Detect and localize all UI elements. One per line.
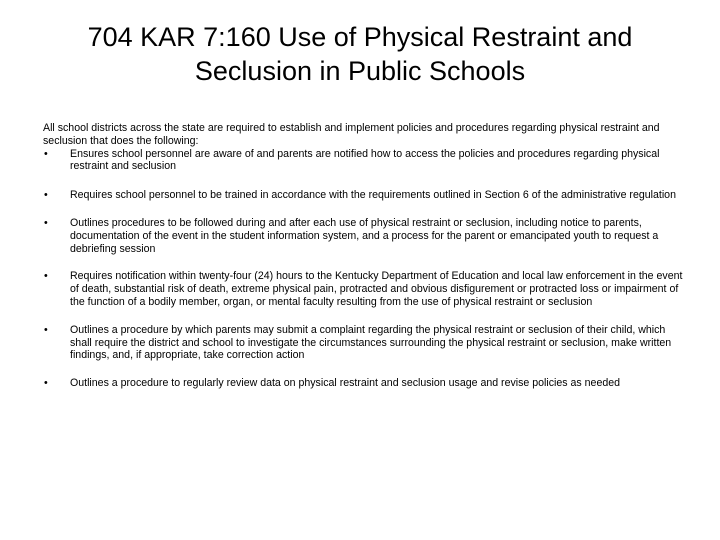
bullet-item bbox=[43, 377, 683, 390]
bullet-text: Ensures school personnel are aware of and parents are notified how to access the policies and procedures regarding physical restraint and seclusion bbox=[70, 147, 660, 173]
bullet-text: Outlines procedures to be followed during and after each use of physical restraint or seclusion, including notice to parents, documentation of the event in the student information system, and a process for the parent or emancipated youth to request a debriefing session bbox=[70, 216, 659, 255]
slide-title-line-1: 704 KAR 7:160 Use of Physical Restraint and bbox=[87, 22, 633, 52]
bullet-item bbox=[43, 189, 683, 202]
bullet-item bbox=[43, 217, 683, 255]
intro-paragraph: All school districts across the state are required to establish and implement policies and procedures regarding physical restraint and seclusion that does the following: bbox=[43, 122, 660, 147]
bullet-item bbox=[43, 324, 683, 362]
bullet-dot-icon: • bbox=[44, 270, 48, 283]
bullet-dot-icon: • bbox=[44, 147, 48, 160]
bullet-dot-icon: • bbox=[44, 377, 48, 390]
bullet-dot-icon: • bbox=[44, 216, 48, 229]
bullet-list bbox=[43, 148, 683, 390]
slide-title-line-2: Seclusion in Public Schools bbox=[194, 56, 526, 86]
bullet-text: Requires notification within twenty-four (24) hours to the Kentucky Department of Education and local law enforcement in the event of death, substantial risk of death, extreme physical pain, protracted and obvious disfigurement or protracted loss or impairment of the function of a bodily member, organ, or mental faculty resulting from the use of physical restraint or seclusion bbox=[70, 270, 683, 308]
bullet-dot-icon: • bbox=[44, 323, 48, 336]
bullet-text: Outlines a procedure by which parents may submit a complaint regarding the physical restraint or seclusion of their child, which shall require the district and school to investigate the circumstances surrounding the physical restraint or seclusion, make written findings, and, if appropriate, take correction action bbox=[70, 323, 672, 362]
slide-title bbox=[40, 20, 680, 88]
bullet-text: Outlines a procedure to regularly review data on physical restraint and seclusion usage and revise policies as needed bbox=[70, 377, 621, 390]
bullet-text: Requires school personnel to be trained in accordance with the requirements outlined in Section 6 of the administrative regulation bbox=[70, 189, 676, 202]
bullet-dot-icon: • bbox=[44, 189, 48, 202]
bullet-item bbox=[43, 270, 683, 308]
slide-body bbox=[43, 122, 683, 405]
bullet-item bbox=[43, 148, 683, 174]
